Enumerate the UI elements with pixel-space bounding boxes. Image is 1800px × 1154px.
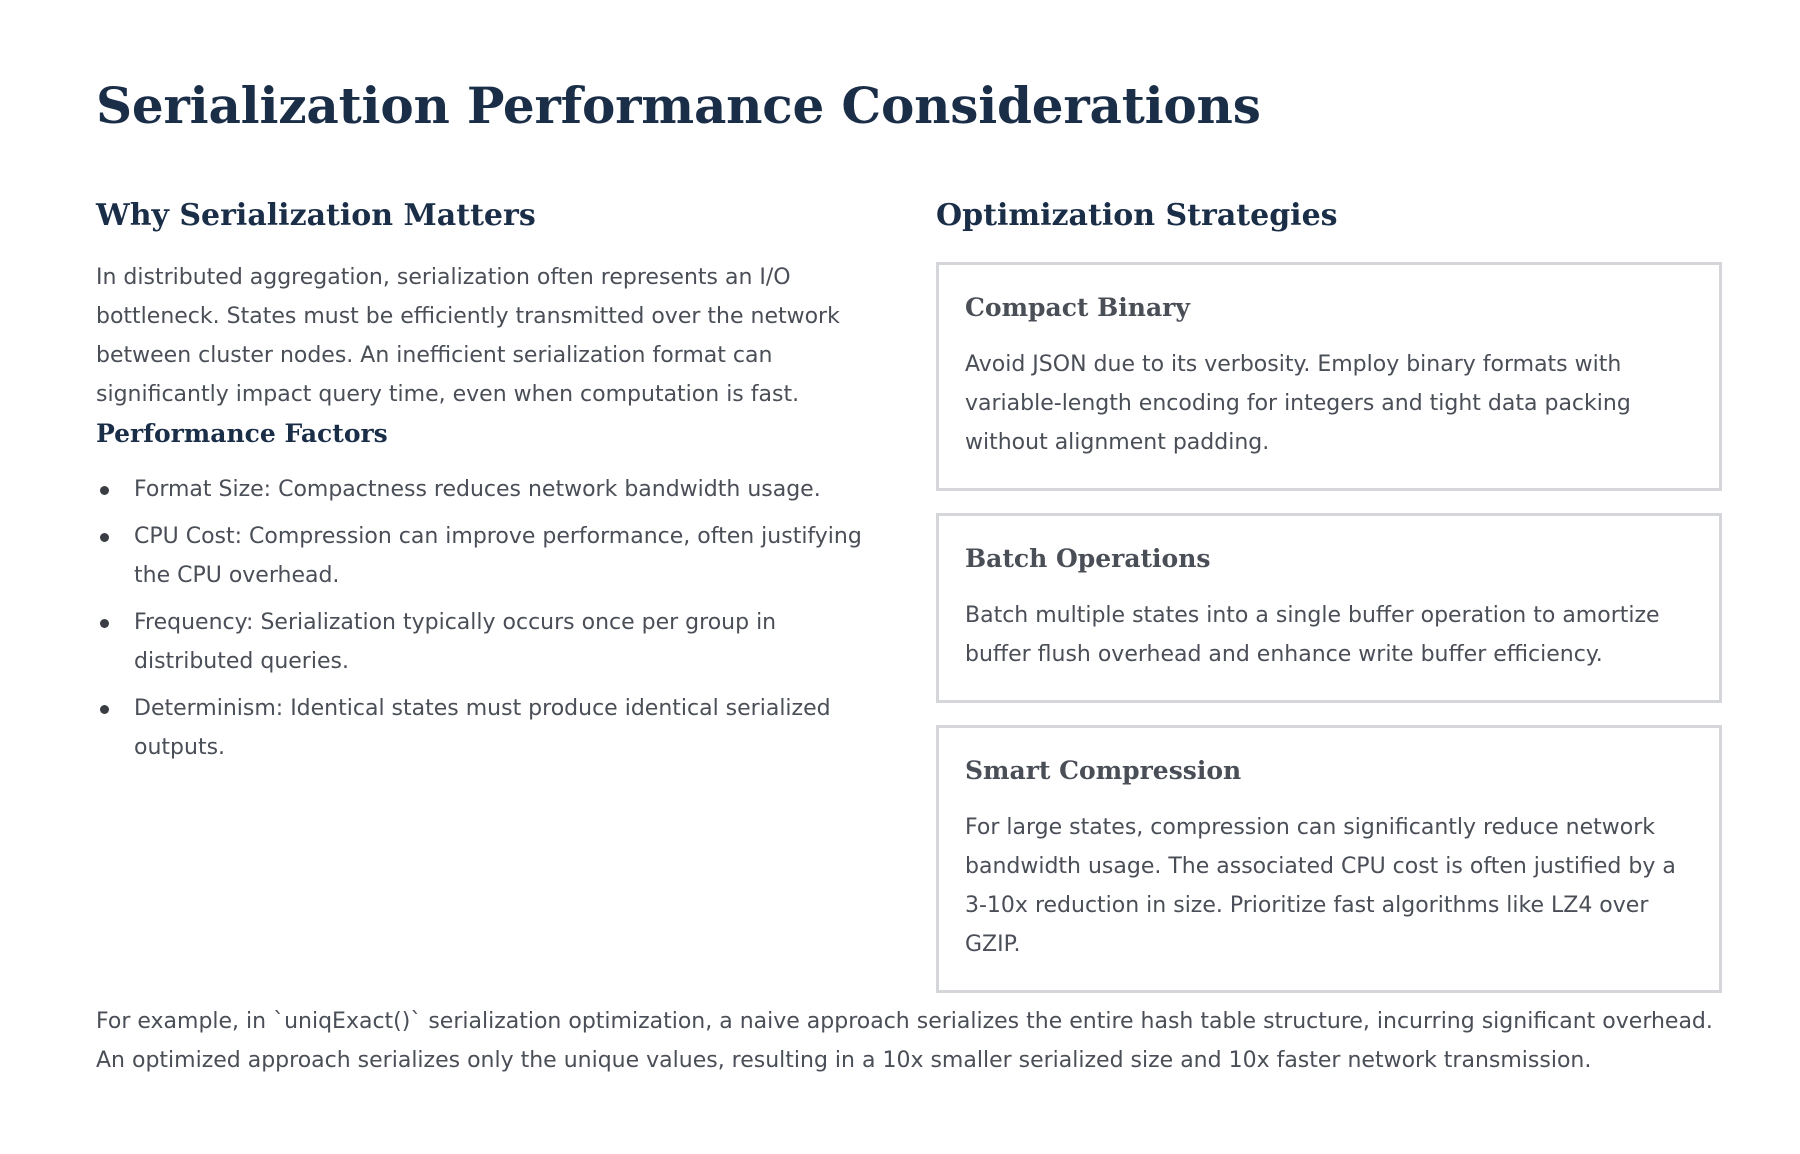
card-body: Avoid JSON due to its verbosity. Employ binary formats with variable-length encoding for integers and tight data packing without alignment padding. (965, 352, 1631, 455)
performance-factors-list (96, 470, 888, 767)
strategy-card-smart-compression (936, 725, 1722, 993)
list-item (96, 517, 888, 595)
intro-paragraph: In distributed aggregation, serialization often represents an I/O bottleneck. States must be efficiently transmitted over the network between cluster nodes. An inefficient serialization format can significantly impact query time, even when computation is fast. (96, 265, 840, 407)
page-title: Serialization Performance Considerations (96, 76, 1261, 135)
example-note: For example, in `uniqExact()` serialization optimization, a naive approach serializes the entire hash table structure, incurring significant overhead. An optimized approach serializes only the unique values, resulting in a 10x smaller serialized size and 10x faster network transmission. (96, 1009, 1713, 1073)
performance-factors-heading: Performance Factors (96, 419, 388, 448)
optimization-strategies-heading: Optimization Strategies (936, 198, 1338, 233)
strategy-card-batch-operations (936, 513, 1722, 703)
list-item (96, 603, 888, 681)
factor-text: Format Size: Compactness reduces network bandwidth usage. (134, 477, 821, 502)
card-body: For large states, compression can significantly reduce network bandwidth usage. The associated CPU cost is often justified by a 3-10x reduction in size. Prioritize fast algorithms like LZ4 over GZIP. (965, 815, 1676, 957)
bullet-icon (100, 486, 109, 495)
list-item (96, 689, 888, 767)
bullet-icon (100, 533, 109, 542)
card-title: Compact Binary (965, 293, 1190, 322)
why-serialization-heading: Why Serialization Matters (96, 198, 536, 233)
strategy-card-compact-binary (936, 262, 1722, 491)
factor-text: CPU Cost: Compression can improve performance, often justifying the CPU overhead. (134, 524, 862, 588)
factor-text: Determinism: Identical states must produce identical serialized outputs. (134, 696, 831, 760)
card-body: Batch multiple states into a single buffer operation to amortize buffer flush overhead and enhance write buffer efficiency. (965, 603, 1660, 667)
document-page (96, 70, 1716, 1073)
bullet-icon (100, 619, 109, 628)
card-title: Batch Operations (965, 544, 1211, 573)
left-column (96, 194, 888, 775)
card-title: Smart Compression (965, 756, 1242, 785)
factor-text: Frequency: Serialization typically occurs once per group in distributed queries. (134, 610, 777, 674)
bullet-icon (100, 705, 109, 714)
right-column (936, 194, 1722, 993)
list-item (96, 470, 888, 509)
